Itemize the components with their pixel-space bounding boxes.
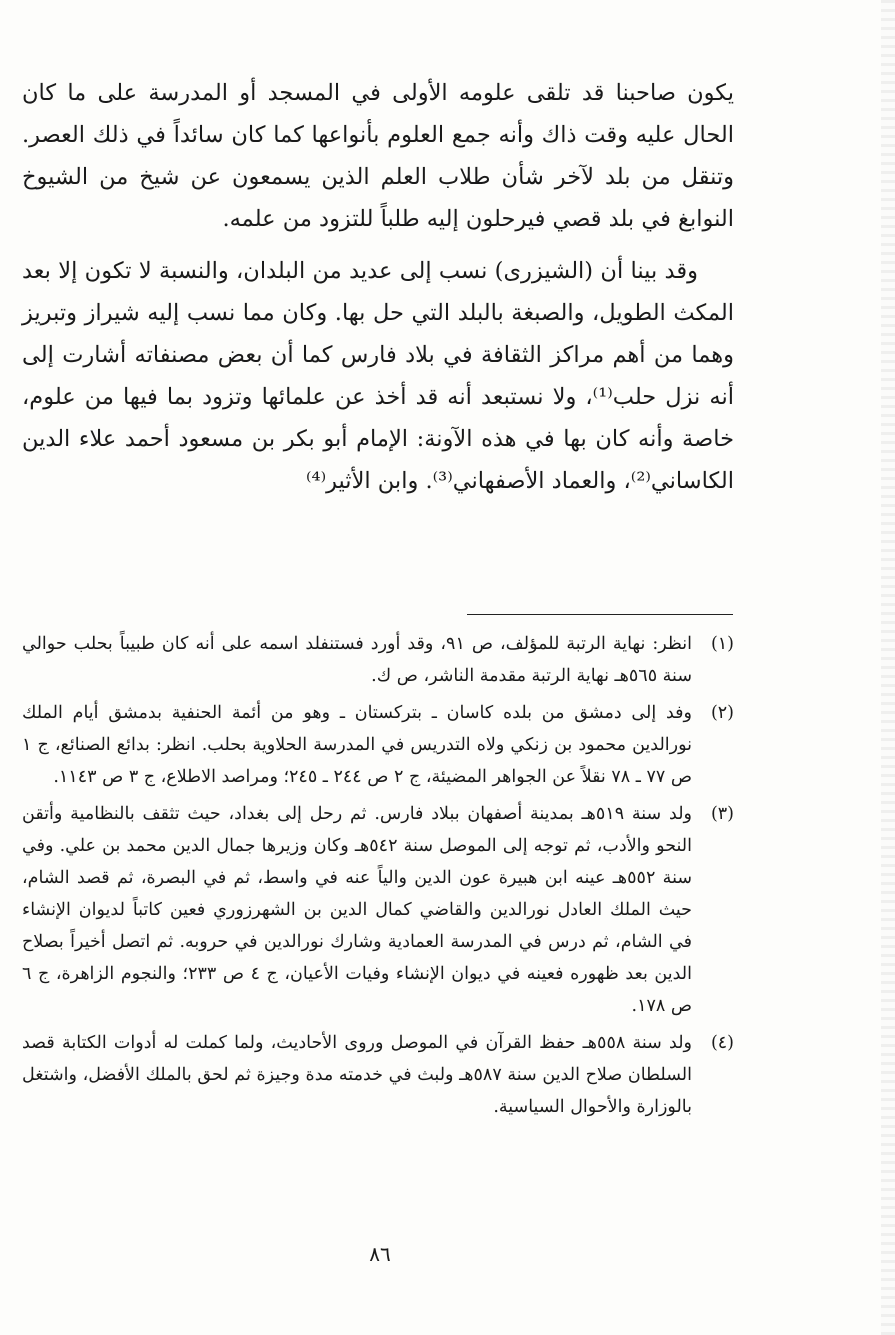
footnote-number: (٤) [710,1033,734,1053]
footnote-2 [22,697,734,793]
footnote-number: (٣) [710,804,734,824]
footnote-text: ولد سنة ٥١٩هـ بمدينة أصفهان ببلاد فارس. ثم رحل إلى بغداد، حيث تثقف بالنظامية وأتقن النحو والأدب، ثم توجه إلى الموصل سنة ٥٤٢هـ وكان وزيرها جمال الدين محمد بن علي. وفي سنة ٥٥٢هـ عينه ابن هبيرة عون الدين والياً عنه في واسط، ثم في البصرة، ثم قصد الشام، حيث الملك العادل نورالدين والقاضي كمال الدين بن الشهرزوري فعين كاتباً لديوان الإنشاء في الشام، ثم درس في المدرسة العمادية وشارك نورالدين في حروبه. ثم اتصل أخيراً بصلاح الدين بعد ظهوره فعينه في ديوان الإنشاء وفيات الأعيان، ج ٤ ص ٢٣٣؛ والنجوم الزاهرة، ج ٦ ص ١٧٨. [22,804,693,1016]
footnote-text: ولد سنة ٥٥٨هـ حفظ القرآن في الموصل وروى الأحاديث، ولما كملت له أدوات الكتابة قصد السلطان صلاح الدين سنة ٥٨٧هـ ولبث في خدمته مدة وجيزة ثم لحق بالملك الأفضل، واشتغل بالوزارة والأحوال السياسية. [22,1033,693,1117]
main-text [22,72,734,512]
footnote-number: (١) [710,634,734,654]
footnote-text: انظر: نهاية الرتبة للمؤلف، ص ٩١، وقد أورد فستنفلد اسمه على أنه كان طبيباً بحلب حوالي سنة ٥٦٥هـ نهاية الرتبة مقدمة الناشر، ص ك. [22,634,692,686]
footnote-divider [467,614,733,615]
footnote-3 [22,798,734,1022]
page-binding-edge [881,0,895,1335]
footnote-text: وفد إلى دمشق من بلده كاسان ـ بتركستان ـ وهو من أئمة الحنفية بدمشق أيام الملك نورالدين محمود بن زنكي ولاه التدريس في المدرسة الحلاوية بحلب. انظر: بدائع الصنائع، ج ١ ص ٧٧ ـ ٧٨ نقلاً عن الجواهر المضيئة، ج ٢ ص ٢٤٤ ـ ٢٤٥؛ ومراصد الاطلاع، ج ٣ ص ١١٤٣. [22,703,692,787]
paragraph-1: يكون صاحبنا قد تلقى علومه الأولى في المسجد أو المدرسة على ما كان الحال عليه وقت ذاك وأنه جمع العلوم بأنواعها كما كان سائداً في ذلك العصر. وتنقل من بلد لآخر شأن طلاب العلم الذين يسمعون عن شيخ من الشيوخ النوابغ في بلد قصي فيرحلون إليه طلباً للتزود من علمه. [22,80,734,232]
footnotes [22,628,734,1128]
footnote-number: (٢) [710,703,734,723]
page-number: ٨٦ [369,1242,391,1266]
footnote-1 [22,628,734,692]
footnote-4 [22,1027,734,1123]
paragraph-2: وقد بينا أن (الشيزرى) نسب إلى عديد من البلدان، والنسبة لا تكون إلا بعد المكث الطويل، والصبغة بالبلد التي حل بها. وكان مما نسب إليه شيراز وتبريز وهما من أهم مراكز الثقافة في بلاد فارس كما أن بعض مصنفاته أشارت إلى أنه نزل حلب⁽¹⁾، ولا نستبعد أنه قد أخذ عن علمائها وتزود بما فيها من علوم، خاصة وأنه كان بها في هذه الآونة: الإمام أبو بكر بن مسعود أحمد علاء الدين الكاساني⁽²⁾، والعماد الأصفهاني⁽³⁾. وابن الأثير⁽⁴⁾ [22,258,734,494]
